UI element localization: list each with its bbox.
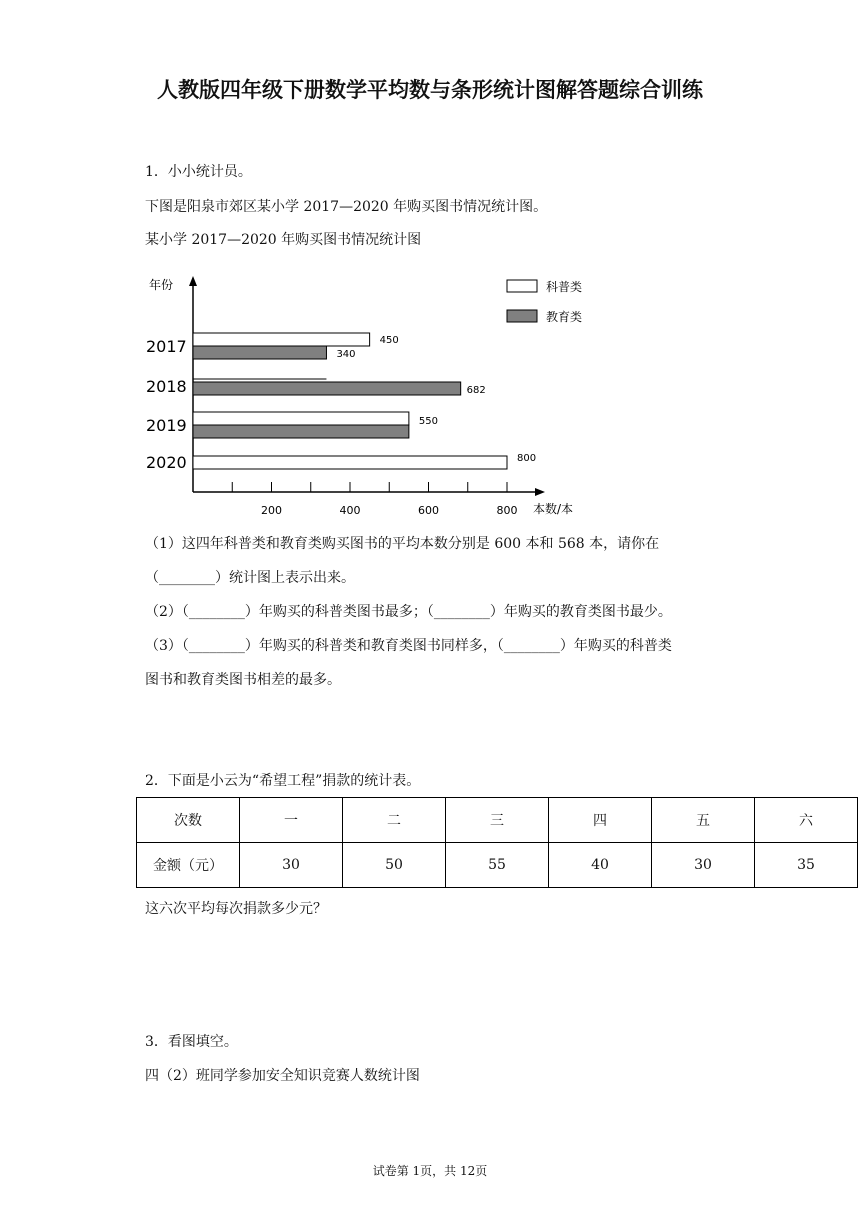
legend-label-education: 教育类 [546,310,583,324]
category-label: 2018 [146,377,187,396]
donation-table [136,797,858,888]
q1-sub3-line1: （3）（________）年购买的科普类和教育类图书同样多，（________）年购买的科普类 [145,638,672,654]
table-header-cell: 四 [549,798,652,843]
table-cell: 50 [343,843,446,888]
table-header-cell: 三 [446,798,549,843]
chart-legend [507,279,582,324]
category-label: 2020 [146,453,187,472]
table-cell: 40 [549,843,652,888]
y-axis-arrow [189,276,197,286]
x-tick-label: 200 [261,504,282,517]
q1-sub1-line2: （________）统计图上表示出来。 [145,570,355,586]
bar-education [193,382,461,395]
y-axis-label: 年份 [149,278,174,292]
table-header-cell: 六 [755,798,858,843]
legend-swatch-education [507,310,537,322]
table-row [137,798,858,843]
q2-heading: 2．下面是小云为“希望工程”捐款的统计表。 [145,773,421,789]
q1-chart-title: 某小学 2017—2020 年购买图书情况统计图 [145,232,422,248]
table-cell: 35 [755,843,858,888]
book-purchase-bar-chart [135,268,605,522]
q3-heading: 3．看图填空。 [145,1034,238,1050]
q2-question: 这六次平均每次捐款多少元？ [145,901,327,917]
x-tick-label: 400 [339,504,361,517]
data-label: 340 [336,349,356,360]
table-header-cell: 二 [343,798,446,843]
table-cell: 55 [446,843,549,888]
x-axis-label: 本数/本 [533,502,574,516]
q1-sub3-line2: 图书和教育类图书相差的最多。 [145,672,341,688]
bar-education [193,425,409,438]
x-tick-label: 800 [496,504,518,517]
table-header-cell: 五 [652,798,755,843]
data-label: 682 [466,385,486,396]
x-axis-arrow [535,488,545,496]
bar-science [193,456,507,469]
table-cell: 30 [240,843,343,888]
table-header-cell: 一 [240,798,343,843]
x-tick-label: 600 [418,504,439,517]
legend-label-science: 科普类 [546,280,583,294]
q1-heading: 1．小小统计员。 [145,164,252,180]
bar-science [193,412,409,425]
page-title: 人教版四年级下册数学平均数与条形统计图解答题综合训练 [157,78,703,102]
q3-chart-title: 四（2）班同学参加安全知识竞赛人数统计图 [145,1068,420,1084]
table-header-cell: 次数 [137,798,240,843]
table-row [137,843,858,888]
legend-swatch-science [507,280,537,292]
category-label: 2019 [146,416,187,435]
q1-intro: 下图是阳泉市郊区某小学 2017—2020 年购买图书情况统计图。 [145,199,548,215]
data-label: 450 [379,335,399,346]
page-footer: 试卷第 1页，共 12页 [372,1164,488,1178]
q1-sub2: （2）（________）年购买的科普类图书最多；（________）年购买的教育类图书最少。 [145,604,672,620]
category-label: 2017 [146,337,187,356]
q1-sub1-line1: （1）这四年科普类和教育类购买图书的平均本数分别是 600 本和 568 本，请你在 [145,536,660,552]
bar-science [193,333,370,346]
table-cell: 金额（元） [137,843,240,888]
data-label: 550 [418,416,438,427]
bar-education [193,346,326,359]
table-cell: 30 [652,843,755,888]
data-label: 800 [517,453,537,464]
